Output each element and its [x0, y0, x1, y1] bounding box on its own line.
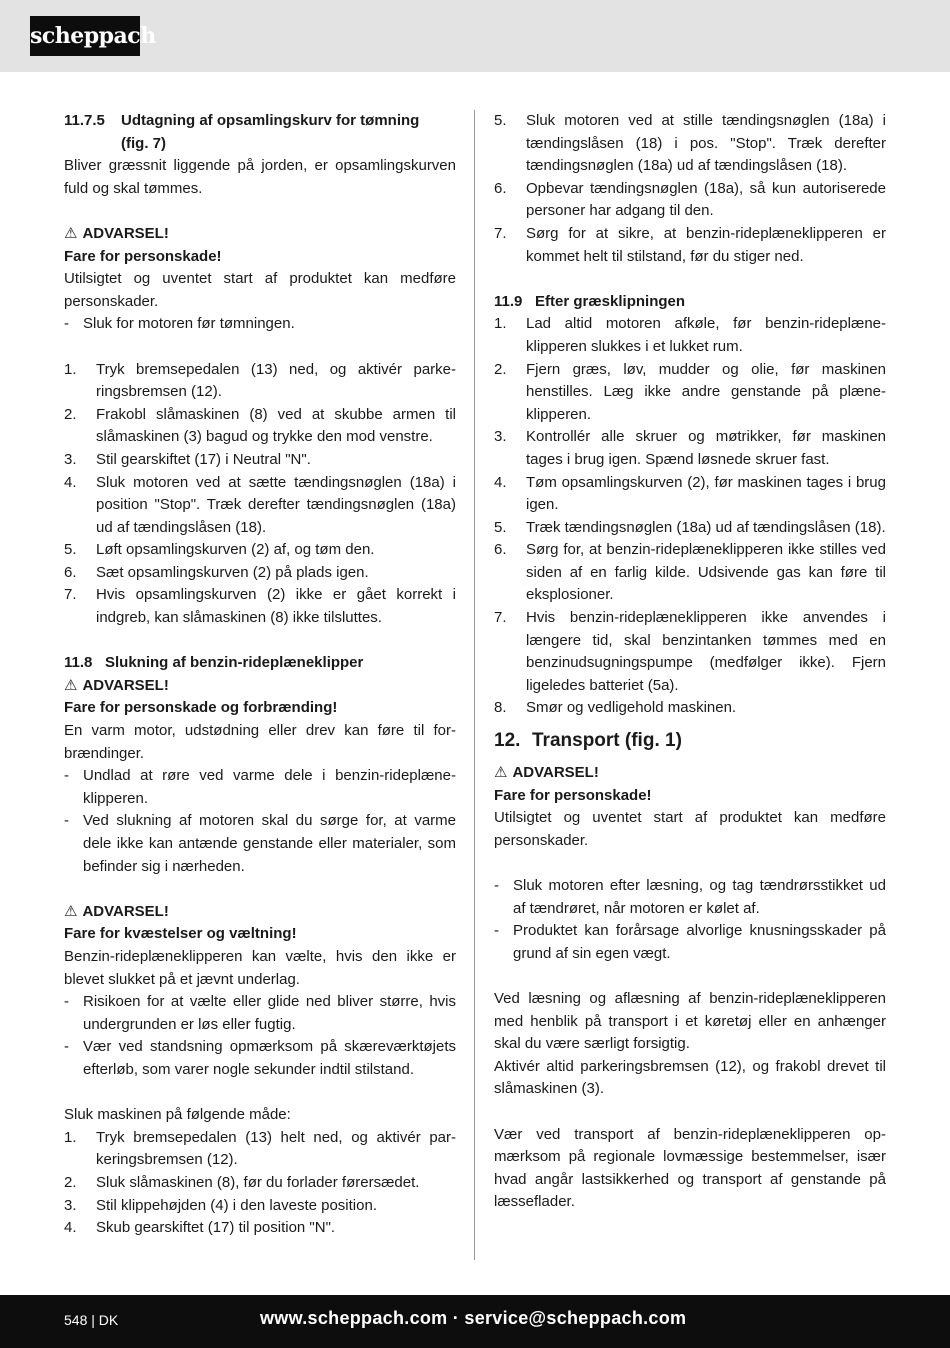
- bullet-item: - Produktet kan forårsage alvorlige knusningsskader på grund af sin egen vægt.: [494, 922, 886, 962]
- list-item: 3. Kontrollér alle skruer og møtrikker, før maskinen tages i brug igen. Spænd løsnede skruer fast.: [494, 428, 886, 468]
- list-item: 6. Opbevar tændingsnøglen (18a), så kun autoriserede personer har adgang til den.: [494, 179, 886, 220]
- brand-logo: scheppach: [30, 16, 140, 56]
- right-column: [494, 110, 886, 1214]
- warning-icon: ⚠: [494, 764, 508, 782]
- column-divider: [474, 110, 475, 1260]
- list-item: 7. Hvis opsamlingskurven (2) ikke er gået korrekt i indgreb, kan slåmaskinen (8) ikke tilsluttes.: [64, 586, 456, 627]
- paragraph: Sluk maskinen på følgende måde:: [64, 1106, 291, 1124]
- list-item: 1. Tryk bremsepedalen (13) helt ned, og aktivér parkeringsbremsen (12).: [64, 1128, 456, 1169]
- list-item: 7. Hvis benzin-rideplæneklipperen ikke anvendes i længere tid, skal benzintanken tømmes med en benzinudsugningspumpe (medfølger ikke). Fjern ligeledes batteriet (5a).: [494, 609, 886, 694]
- list-item: 2. Fjern græs, løv, mudder og olie, før maskinen henstilles. Læg ikke andre genstande på plæneklipperen.: [494, 360, 886, 423]
- bullet-item: - Vær ved standsning opmærksom på skæreværktøjets efterløb, som varer nogle sekunder indtil stilstand.: [64, 1038, 456, 1078]
- warning-label: ⚠ ADVARSEL!: [494, 762, 886, 785]
- warning-text: Benzin-rideplæneklipperen kan vælte, hvis den ikke er blevet slukket på et jævnt underlag.: [64, 947, 456, 988]
- bullet-item: - Risikoen for at vælte eller glide ned bliver større, hvis undergrunden er løs eller fugtig.: [64, 993, 456, 1033]
- bullet-item: - Sluk for motoren før tømningen.: [64, 315, 295, 333]
- list-item: 1. Lad altid motoren afkøle, før benzin-rideplæneklipperen slukkes i et lukket rum.: [494, 315, 886, 355]
- warning-text: Utilsigtet og uventet start af produktet kan medføre personskader.: [494, 809, 886, 849]
- list-item: 4. Sluk motoren ved at sætte tændingsnøglen (18a) i position "Stop". Træk derefter tændingsnøglen (18a) ud af tændingslåsen (18).: [64, 473, 456, 536]
- paragraph: Vær ved transport af benzin-rideplæneklipperen opmærksom på regionale lovmæssige bestemmelser, især hvad angår lastsikkerhed og transport af genstande på læsseflader.: [494, 1125, 886, 1211]
- warning-text: En varm motor, udstødning eller drev kan føre til forbrændinger.: [64, 722, 456, 762]
- warning-label: ⚠ ADVARSEL!: [64, 675, 456, 698]
- list-item: 4. Skub gearskiftet (17) til position "N".: [64, 1219, 336, 1237]
- list-item: 4. Tøm opsamlingskurven (2), før maskinen tages i brug igen.: [494, 473, 886, 514]
- page-footer: [0, 1295, 950, 1348]
- list-item: 2. Frakobl slåmaskinen (8) ved at skubbe armen til slåmaskinen (3) bagud og trykke den mod venstre.: [64, 405, 456, 446]
- list-item: 5. Sluk motoren ved at stille tændingsnøglen (18a) i tændingslåsen (18) i pos. "Stop". Træk derefter tændingsnøglen (18a) ud af tændingslåsen (18).: [494, 112, 886, 175]
- list-item: 3. Stil klippehøjden (4) i den laveste position.: [64, 1196, 377, 1214]
- list-item: 5. Træk tændingsnøglen (18a) ud af tændingslåsen (18).: [494, 518, 886, 536]
- warning-label: ⚠ ADVARSEL!: [64, 223, 456, 246]
- section-heading-11-8: 11.8 Slukning af benzin-rideplæneklipper: [64, 654, 364, 672]
- list-item: 2. Sluk slåmaskinen (8), før du forlader førersædet.: [64, 1173, 420, 1191]
- list-item: 6. Sæt opsamlingskurven (2) på plads igen.: [64, 563, 369, 581]
- warning-icon: ⚠: [64, 902, 78, 920]
- list-item: 1. Tryk bremsepedalen (13) ned, og aktivér parkeringsbremsen (12).: [64, 360, 456, 401]
- bullet-item: - Ved slukning af motoren skal du sørge for, at varme dele ikke kan antænde genstande eller materialer, som befinder sig i nærheden.: [64, 812, 456, 875]
- list-item: 3. Stil gearskiftet (17) i Neutral "N".: [64, 450, 311, 468]
- bullet-item: - Sluk motoren efter læsning, og tag tændrørsstikket ud af tændrøret, når motoren er kølet af.: [494, 877, 886, 917]
- warning-title: Fare for kvæstelser og væltning!: [64, 925, 297, 943]
- warning-title: Fare for personskade og forbrænding!: [64, 699, 338, 717]
- bullet-item: - Undlad at røre ved varme dele i benzin-rideplæneklipperen.: [64, 767, 456, 807]
- chapter-heading-12: 12. Transport (fig. 1): [494, 730, 682, 752]
- list-item: 5. Løft opsamlingskurven (2) af, og tøm den.: [64, 541, 375, 559]
- list-item: 6. Sørg for, at benzin-rideplæneklipperen ikke stilles ved siden af en farlig kilde. Udsivende gas kan føre til eksplosioner.: [494, 541, 886, 604]
- warning-label: ⚠ ADVARSEL!: [64, 901, 456, 924]
- warning-icon: ⚠: [64, 224, 78, 242]
- list-item: 8. Smør og vedligehold maskinen.: [494, 699, 737, 717]
- section-heading-11-9: 11.9 Efter græsklipningen: [494, 292, 686, 310]
- page-header: [0, 0, 950, 72]
- warning-text: Utilsigtet og uventet start af produktet kan medføre personskader.: [64, 270, 456, 310]
- list-item: 7. Sørg for at sikre, at benzin-rideplæneklipperen er kommet helt til stilstand, før du stiger ned.: [494, 224, 886, 265]
- page-number: 548 | DK: [64, 1312, 119, 1328]
- paragraph: Ved læsning og aflæsning af benzin-rideplæneklipperen med henblik på transport i et køretøj eller en anhænger skal du være særligt forsigtig.: [494, 989, 886, 1053]
- footer-url: www.scheppach.com · service@scheppach.com: [260, 1308, 687, 1328]
- paragraph: Aktivér altid parkeringsbremsen (12), og frakobl drevet til slåmaskinen (3).: [494, 1057, 886, 1098]
- warning-icon: ⚠: [64, 676, 78, 694]
- section-heading-11-7-5: 11.7.5 Udtagning af opsamlingskurv for tømning (fig. 7): [64, 112, 420, 152]
- warning-title: Fare for personskade!: [64, 247, 222, 265]
- warning-title: Fare for personskade!: [494, 786, 652, 804]
- paragraph: Bliver græssnit liggende på jorden, er opsamlingskurven fuld og skal tømmes.: [64, 157, 456, 197]
- left-column: [64, 110, 456, 1240]
